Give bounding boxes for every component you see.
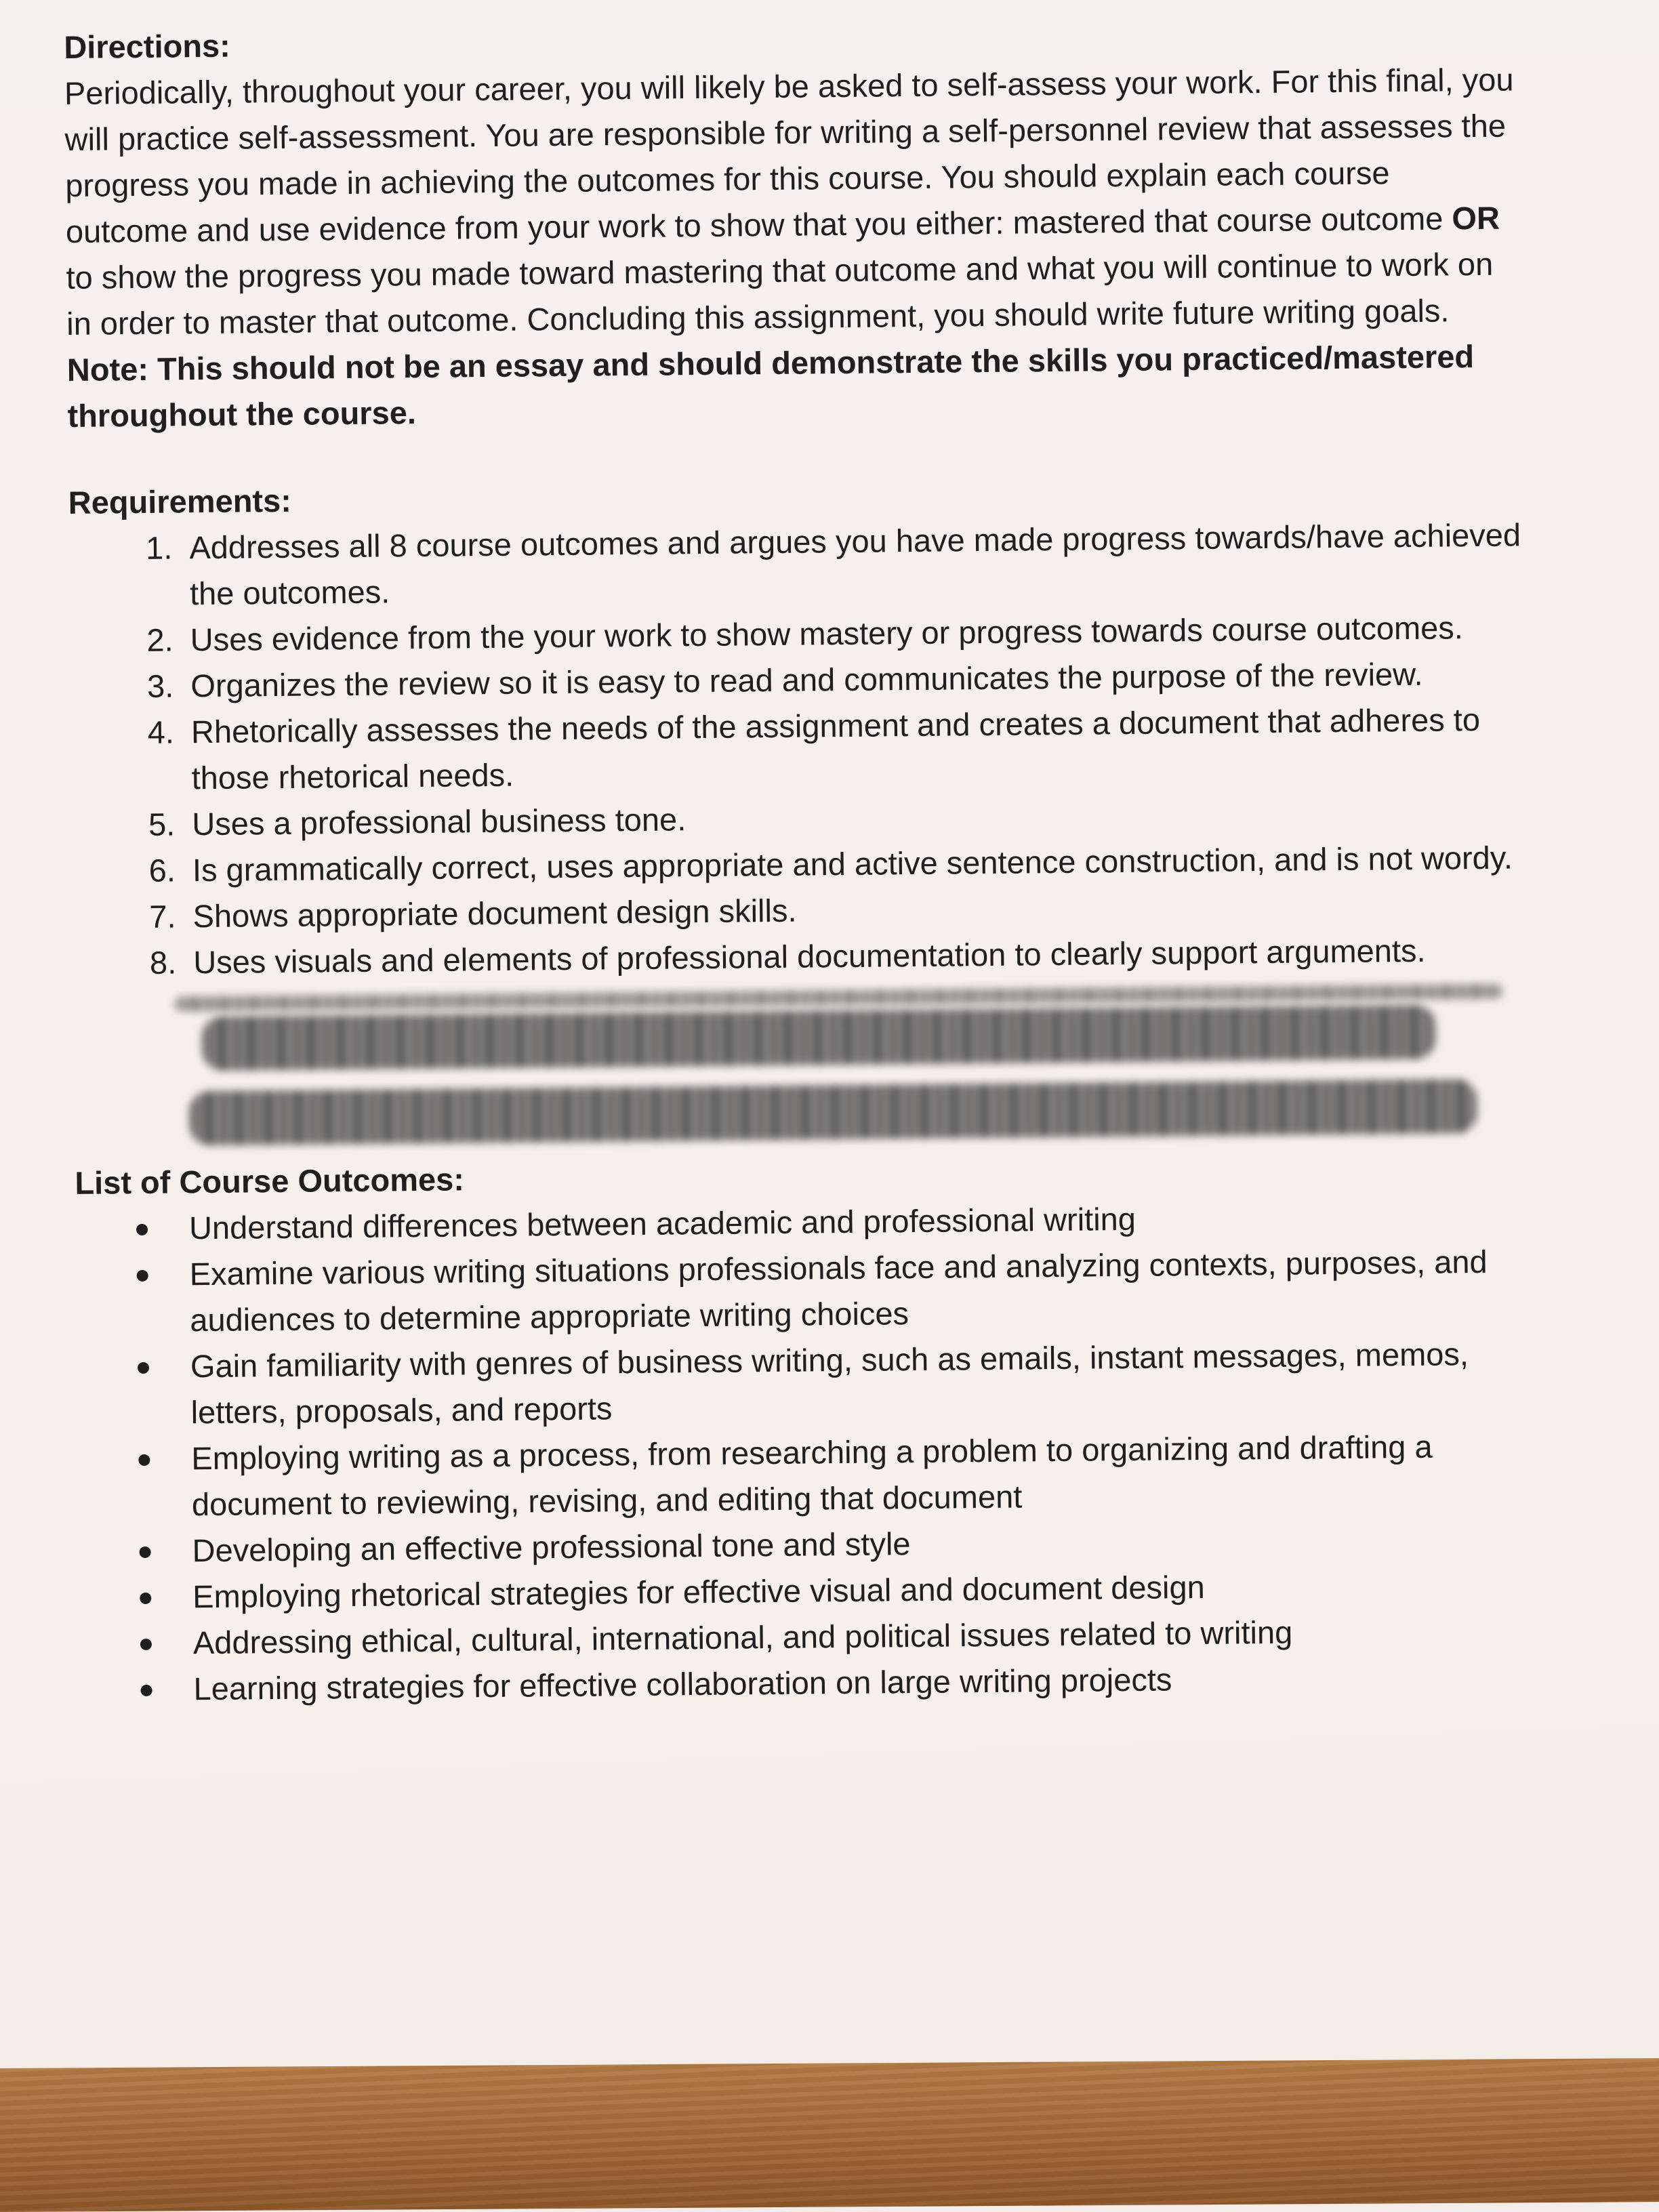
redaction-smear xyxy=(189,1079,1477,1145)
requirement-item: 2. Uses evidence from the your work to show mastery or progress towards course outcomes. xyxy=(182,604,1539,663)
outcome-item: Learning strategies for effective collaboration on large writing projects xyxy=(193,1653,1570,1712)
outcome-item: Employing rhetorical strategies for effective visual and document design xyxy=(192,1561,1569,1620)
redacted-text-block xyxy=(175,977,1518,1159)
outcomes-heading: List of Course Outcomes: xyxy=(75,1161,465,1201)
requirements-list xyxy=(68,512,1563,987)
outcome-item: Developing an effective professional tone and style xyxy=(192,1515,1568,1574)
document-content xyxy=(64,10,1571,1713)
directions-heading: Directions: xyxy=(64,27,231,65)
requirement-item: 1. Addresses all 8 course outcomes and argues you have made progress towards/have achieved the outcomes. xyxy=(181,512,1538,617)
directions-body: Periodically, throughout your career, you will likely be asked to self-assess your work. For this final, you will practice self-assessment. You are responsible for writing a self-personnel review that assesses the progress you made in achieving the outcomes for this course. You should explain each course outcome and use evidence from your work to show that you either: mastered that course outcome xyxy=(64,61,1514,249)
requirement-item: 4. Rhetorically assesses the needs of the assignment and creates a document that adheres to those rhetorical needs. xyxy=(183,696,1540,801)
outcome-item: Examine various writing situations professionals face and analyzing contexts, purposes, and audiences to determine appropriate writing choices xyxy=(189,1238,1565,1343)
requirements-heading: Requirements: xyxy=(68,482,292,520)
requirement-item: 8. Uses visuals and elements of professional documentation to clearly support arguments. xyxy=(185,926,1542,985)
outcome-item: Employing writing as a process, from researching a problem to organizing and drafting a document to reviewing, revising, and editing that document xyxy=(191,1422,1568,1528)
directions-note: Note: This should not be an essay and should demonstrate the skills you practiced/mastered throughout the course. xyxy=(66,338,1475,434)
requirement-item: 3. Organizes the review so it is easy to read and communicates the purpose of the review. xyxy=(182,650,1540,709)
outcome-item: Understand differences between academic and professional writing xyxy=(189,1192,1565,1251)
requirement-item: 7. Shows appropriate document design skills. xyxy=(184,880,1542,939)
outcome-item: Addressing ethical, cultural, international, and political issues related to writing xyxy=(193,1607,1570,1666)
directions-or: OR xyxy=(1452,199,1500,237)
outcomes-list xyxy=(75,1192,1571,1713)
outcome-item: Gain familiarity with genres of business writing, such as emails, instant messages, memos, letters, proposals, and reports xyxy=(190,1330,1567,1435)
directions-paragraph xyxy=(64,56,1518,439)
directions-body-continued: to show the progress you made toward mastering that outcome and what you will continue to work on in order to master that outcome. Concluding this assignment, you should write future writing goals. xyxy=(66,245,1494,342)
redaction-smear xyxy=(202,1005,1436,1071)
wooden-desk xyxy=(0,2058,1659,2212)
requirement-item: 6. Is grammatically correct, uses appropriate and active sentence construction, and is not wordy. xyxy=(184,834,1542,893)
requirement-item: 5. Uses a professional business tone. xyxy=(184,788,1541,847)
